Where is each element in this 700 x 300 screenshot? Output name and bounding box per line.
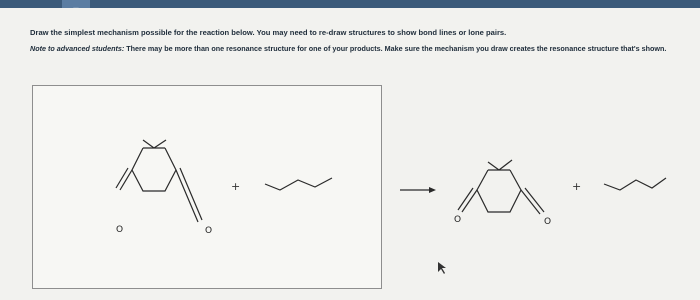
reactant-dione [116,140,202,222]
note-prefix: Note to advanced students: [30,44,125,53]
product-oxygen-right: O [544,217,552,227]
reactant-oxygen-left: O [116,225,124,235]
product-oxygen-left: O [454,215,462,225]
product-alkyl-chain [604,178,666,190]
plus-sign-products: + [572,180,582,193]
reaction-arrow-icon [400,187,436,193]
mouse-cursor-icon [438,262,446,274]
product-dione [458,160,544,214]
plus-sign-reactants: + [231,180,241,193]
note-body: There may be more than one resonance structure for one of your products. Make sure the mechanism you draw creates the resonance structure that's shown. [124,44,667,53]
reactant-oxygen-right: O [205,226,213,236]
reactant-alkyl-chain [265,178,332,190]
instruction-text: Draw the simplest mechanism possible for the reaction below. You may need to re-draw structures to show bond lines or lone pairs. [30,28,507,37]
